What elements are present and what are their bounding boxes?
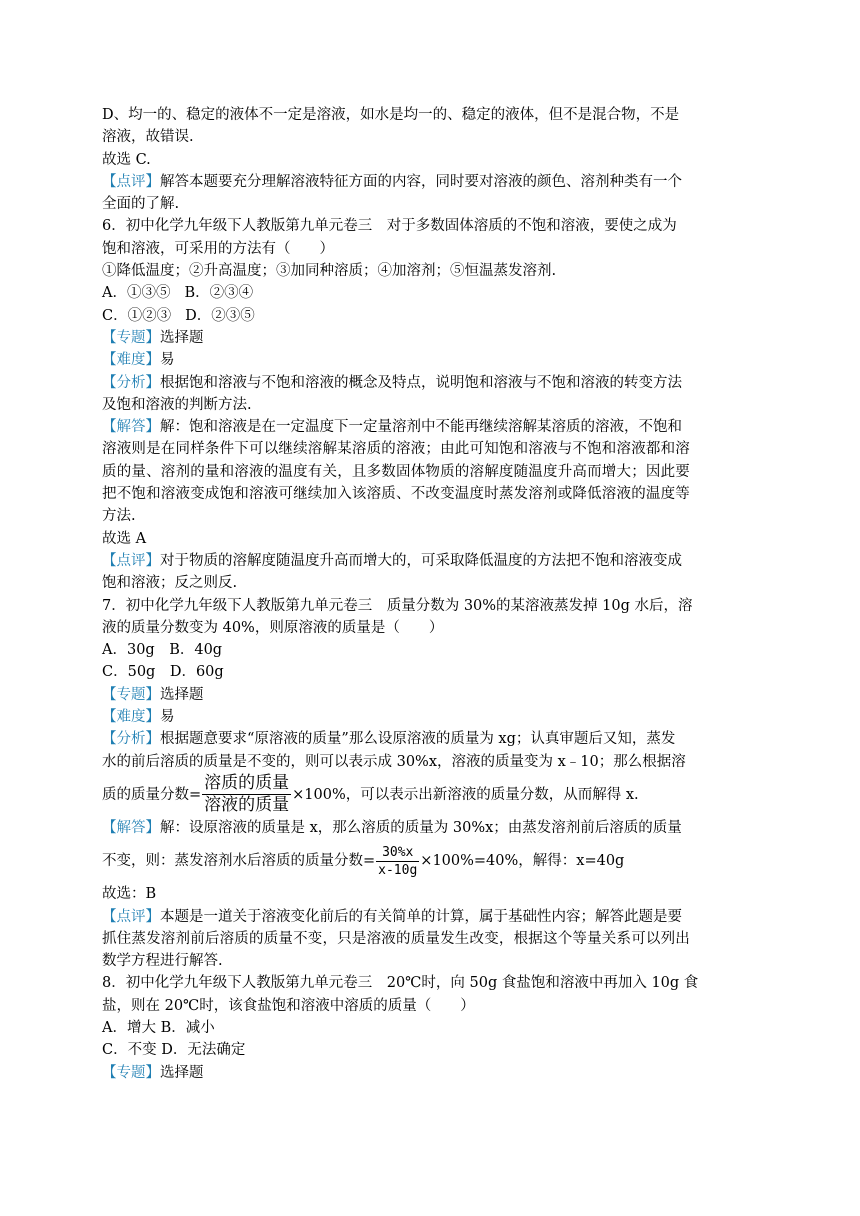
solution-tag: 【解答】 bbox=[102, 819, 160, 836]
q6-solution-cont-3: 把不饱和溶液变成饱和溶液可继续加入该溶质、不改变温度时蒸发溶剂或降低溶液的温度等 bbox=[102, 486, 690, 503]
q5-comment bbox=[102, 171, 762, 193]
q6-solution-cont-1: 溶液则是在同样条件下可以继续溶解某溶质的溶液；由此可知饱和溶液与不饱和溶液都和溶 bbox=[102, 441, 690, 458]
q8-options-row-1: A．增大 B．减小 bbox=[102, 1019, 215, 1036]
q5-option-d-text-cont: 溶液，故错误. bbox=[102, 129, 194, 146]
difficulty-tag: 【难度】 bbox=[102, 709, 160, 726]
q6-stem: 6．初中化学九年级下人教版第九单元卷三 对于多数固体溶质的不饱和溶液，要使之成为 bbox=[102, 218, 677, 235]
topic-tag: 【专题】 bbox=[102, 686, 160, 703]
difficulty-tag: 【难度】 bbox=[102, 352, 160, 369]
q6-answer: 故选 A bbox=[102, 530, 147, 547]
q6-solution-cont-4: 方法. bbox=[102, 508, 136, 525]
q7-topic bbox=[102, 684, 762, 706]
q7-analysis-formula-pre: 质的质量分数= bbox=[102, 786, 202, 803]
q6-analysis-text: 根据饱和溶液与不饱和溶液的概念及特点，说明饱和溶液与不饱和溶液的转变方法 bbox=[160, 374, 682, 391]
q7-stem-cont: 液的质量分数变为 40%，则原溶液的质量是（ ） bbox=[102, 619, 444, 636]
q7-topic-value: 选择题 bbox=[160, 686, 204, 703]
q7-analysis-text: 根据题意要求“原溶液的质量”那么设原溶液的质量为 xg；认真审题后又知，蒸发 bbox=[160, 731, 676, 748]
q7-comment bbox=[102, 906, 762, 928]
fraction-denominator: 溶液的质量 bbox=[204, 795, 290, 816]
q7-solution-text: 解：设原溶液的质量是 x，那么溶质的质量为 30%x；由蒸发溶剂前后溶质的质量 bbox=[160, 819, 682, 836]
q6-option-d: D．②③⑤ bbox=[185, 307, 255, 324]
q6-topic-value: 选择题 bbox=[160, 329, 204, 346]
q8-stem: 8．初中化学九年级下人教版第九单元卷三 20℃时，向 50g 食盐饱和溶液中再加入 10g 食 bbox=[102, 975, 699, 992]
q7-comment-cont-2: 数学方程进行解答. bbox=[102, 953, 223, 970]
q7-options-row-2: C．50g D．60g bbox=[102, 664, 224, 681]
q7-stem: 7．初中化学九年级下人教版第九单元卷三 质量分数为 30%的某溶液蒸发掉 10g 水后，溶 bbox=[102, 597, 693, 614]
q7-solution-formula-pre: 不变，则：蒸发溶剂水后溶质的质量分数= bbox=[102, 853, 376, 870]
topic-tag: 【专题】 bbox=[102, 1064, 160, 1081]
q6-methods: ①降低温度；②升高温度；③加同种溶质；④加溶剂；⑤恒温蒸发溶剂. bbox=[102, 263, 557, 280]
q7-comment-text: 本题是一道关于溶液变化前后的有关简单的计算，属于基础性内容；解答此题是要 bbox=[160, 908, 682, 925]
q7-options-row-1: A．30g B．40g bbox=[102, 642, 223, 659]
q8-stem-cont: 盐，则在 20℃时，该食盐饱和溶液中溶质的质量（ ） bbox=[102, 997, 475, 1014]
fraction-denominator: x-10g bbox=[378, 862, 418, 878]
q6-topic bbox=[102, 327, 762, 349]
solution-tag: 【解答】 bbox=[102, 419, 160, 436]
q7-difficulty bbox=[102, 706, 762, 728]
q7-solution-formula-post: ×100%=40%，解得：x=40g bbox=[420, 853, 625, 870]
q6-options-row-2 bbox=[102, 305, 762, 327]
q6-solution-text: 解：饱和溶液是在一定温度下一定量溶剂中不能再继续溶解某溶质的溶液，不饱和 bbox=[160, 419, 682, 436]
mass-fraction-formula bbox=[202, 775, 291, 814]
q6-comment bbox=[102, 550, 762, 572]
q6-comment-cont: 饱和溶液；反之则反. bbox=[102, 575, 238, 592]
q6-solution bbox=[102, 416, 762, 438]
document-page bbox=[102, 104, 762, 1084]
q6-stem-cont: 饱和溶液，可采用的方法有（ ） bbox=[102, 240, 334, 257]
q6-option-c: C．①②③ bbox=[102, 307, 172, 324]
analysis-tag: 【分析】 bbox=[102, 731, 160, 748]
q6-comment-text: 对于物质的溶解度随温度升高而增大的，可采取降低温度的方法把不饱和溶液变成 bbox=[160, 552, 682, 569]
q6-options-row-1 bbox=[102, 282, 762, 304]
q5-option-d-text: D、均一的、稳定的液体不一定是溶液，如水是均一的、稳定的液体，但不是混合物，不是 bbox=[102, 107, 680, 123]
q7-answer: 故选：B bbox=[102, 886, 157, 903]
q7-comment-cont-1: 抓住蒸发溶剂前后溶质的质量不变，只是溶液的质量发生改变，根据这个等量关系可以列出 bbox=[102, 930, 690, 947]
fraction-numerator: 溶质的质量 bbox=[204, 773, 290, 794]
q8-topic-value: 选择题 bbox=[160, 1064, 204, 1081]
comment-tag: 【点评】 bbox=[102, 173, 160, 190]
q7-solution bbox=[102, 817, 762, 839]
analysis-tag: 【分析】 bbox=[102, 374, 160, 391]
q5-comment-text: 解答本题要充分理解溶液特征方面的内容，同时要对溶液的颜色、溶剂种类有一个 bbox=[160, 173, 682, 190]
q7-analysis bbox=[102, 728, 762, 750]
q6-solution-cont-2: 质的量、溶剂的量和溶液的温度有关，且多数固体物质的溶解度随温度升高而增大；因此要 bbox=[102, 463, 690, 480]
concentration-formula bbox=[376, 846, 419, 877]
q5-answer: 故选 C. bbox=[102, 151, 151, 168]
q8-topic bbox=[102, 1062, 762, 1084]
comment-tag: 【点评】 bbox=[102, 552, 160, 569]
q6-analysis bbox=[102, 372, 762, 394]
q7-analysis-formula-line bbox=[102, 773, 762, 817]
q6-difficulty bbox=[102, 349, 762, 371]
q5-comment-cont: 全面的了解. bbox=[102, 196, 180, 213]
q6-option-a: A．①③⑤ bbox=[102, 285, 171, 302]
q7-analysis-formula-post: ×100%，可以表示出新溶液的质量分数，从而解得 x. bbox=[292, 786, 639, 803]
q7-difficulty-value: 易 bbox=[160, 709, 175, 726]
q6-analysis-cont: 及饱和溶液的判断方法. bbox=[102, 396, 252, 413]
q7-solution-formula-line bbox=[102, 839, 762, 883]
comment-tag: 【点评】 bbox=[102, 908, 160, 925]
fraction-numerator: 30%x bbox=[376, 846, 419, 862]
q6-difficulty-value: 易 bbox=[160, 352, 175, 369]
q6-option-b: B．②③④ bbox=[184, 285, 254, 302]
topic-tag: 【专题】 bbox=[102, 329, 160, 346]
q8-options-row-2: C．不变 D．无法确定 bbox=[102, 1042, 246, 1059]
q7-analysis-cont-1: 水的前后溶质的质量是不变的，则可以表示成 30%x，溶液的质量变为 x﹣10；那么根据溶 bbox=[102, 753, 686, 770]
